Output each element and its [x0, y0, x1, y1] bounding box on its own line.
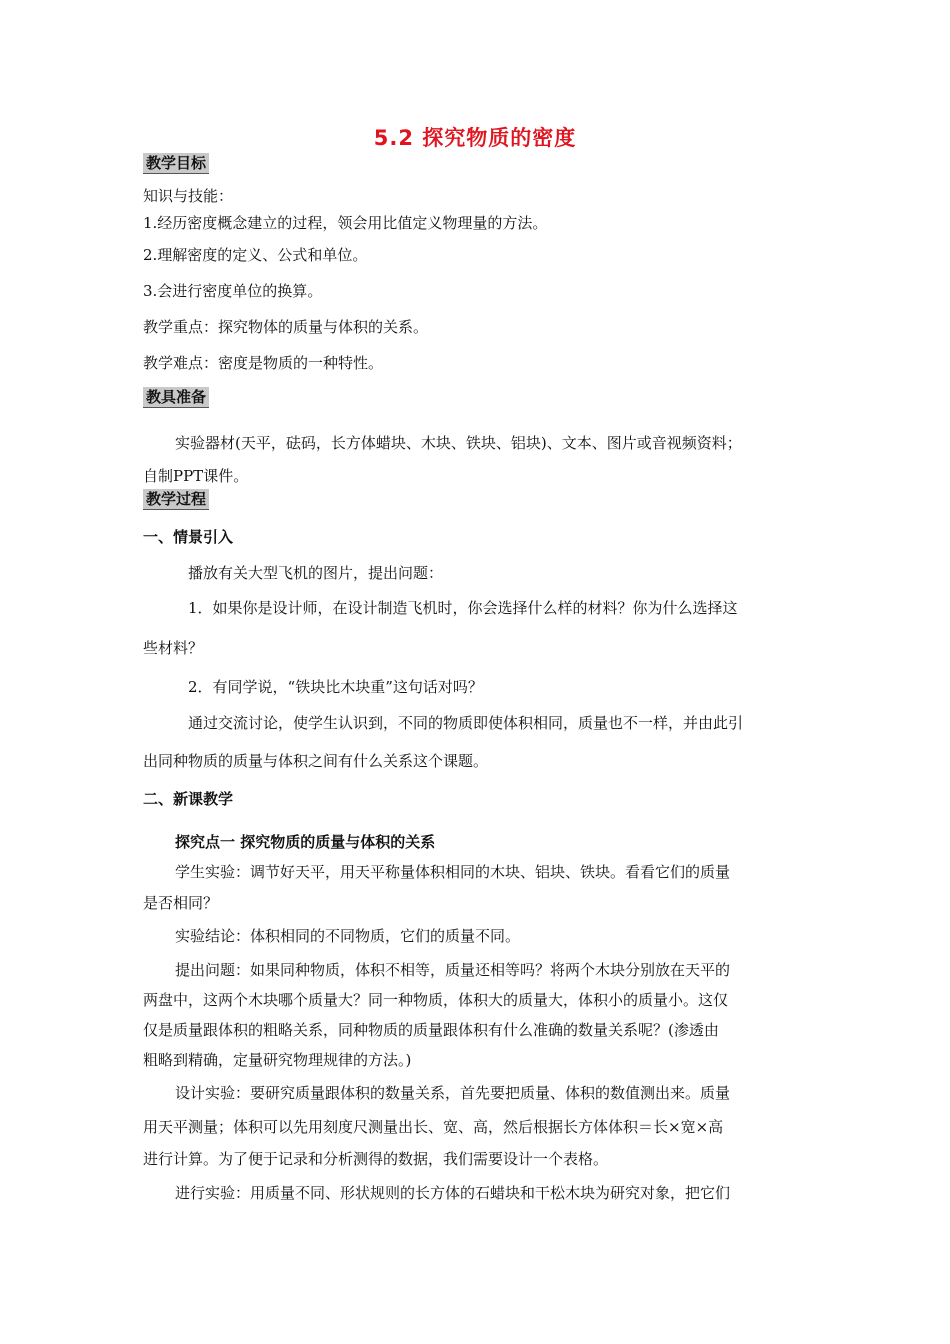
tools-line: 自制PPT课件。: [143, 467, 249, 485]
part2-line: 提出问题：如果同种物质，体积不相等，质量还相等吗？将两个木块分别放在天平的: [175, 961, 731, 979]
part2-line: 进行计算。为了便于记录和分析测得的数据，我们需要设计一个表格。: [143, 1150, 609, 1168]
part2-line: 两盘中，这两个木块哪个质量大？同一种物质，体积大的质量大，体积小的质量小。这仅: [143, 991, 729, 1009]
section-heading-tools: 教具准备: [143, 387, 209, 408]
goal-line: 知识与技能：: [143, 187, 234, 205]
document-title: 5.2 探究物质的密度: [373, 126, 577, 150]
part2-heading: 二、新课教学: [143, 790, 234, 808]
goal-line: 2.理解密度的定义、公式和单位。: [143, 246, 368, 264]
tools-line: 实验器材(天平，砝码，长方体蜡块、木块、铁块、铝块)、文本、图片或音视频资料；: [175, 434, 742, 452]
goal-line: 3.会进行密度单位的换算。: [143, 282, 323, 300]
part2-line: 是否相同？: [143, 894, 219, 912]
part1-heading: 一、情景引入: [143, 528, 234, 546]
part1-line: 通过交流讨论，使学生认识到，不同的物质即使体积相同，质量也不一样，并由此引: [188, 714, 744, 732]
part2-line: 用天平测量；体积可以先用刻度尺测量出长、宽、高，然后根据长方体体积＝长×宽×高: [143, 1118, 724, 1136]
part1-line: 1．如果你是设计师，在设计制造飞机时，你会选择什么样的材料？你为什么选择这: [188, 599, 738, 617]
subsection-heading: 探究点一 探究物质的质量与体积的关系: [175, 833, 436, 851]
section-heading-goals: 教学目标: [143, 153, 209, 174]
goal-line: 教学难点：密度是物质的一种特性。: [143, 354, 384, 372]
part1-line: 些材料？: [143, 639, 204, 657]
part1-line: 2．有同学说，“铁块比木块重”这句话对吗？: [188, 678, 483, 696]
goal-line: 教学重点：探究物体的质量与体积的关系。: [143, 318, 429, 336]
part2-line: 仅是质量跟体积的粗略关系，同种物质的质量跟体积有什么准确的数量关系呢？(渗透由: [143, 1021, 719, 1039]
part2-line: 粗略到精确，定量研究物理规律的方法。): [143, 1051, 412, 1069]
section-heading-process: 教学过程: [143, 489, 209, 510]
part2-line: 学生实验：调节好天平，用天平称量体积相同的木块、铝块、铁块。看看它们的质量: [175, 863, 731, 881]
part2-line: 进行实验：用质量不同、形状规则的长方体的石蜡块和干松木块为研究对象，把它们: [175, 1184, 731, 1202]
part1-line: 出同种物质的质量与体积之间有什么关系这个课题。: [143, 752, 489, 770]
part1-line: 播放有关大型飞机的图片，提出问题：: [188, 564, 444, 582]
part2-line: 设计实验：要研究质量跟体积的数量关系，首先要把质量、体积的数值测出来。质量: [175, 1084, 731, 1102]
part2-line: 实验结论：体积相同的不同物质，它们的质量不同。: [175, 927, 521, 945]
goal-line: 1.经历密度概念建立的过程，领会用比值定义物理量的方法。: [143, 214, 548, 232]
